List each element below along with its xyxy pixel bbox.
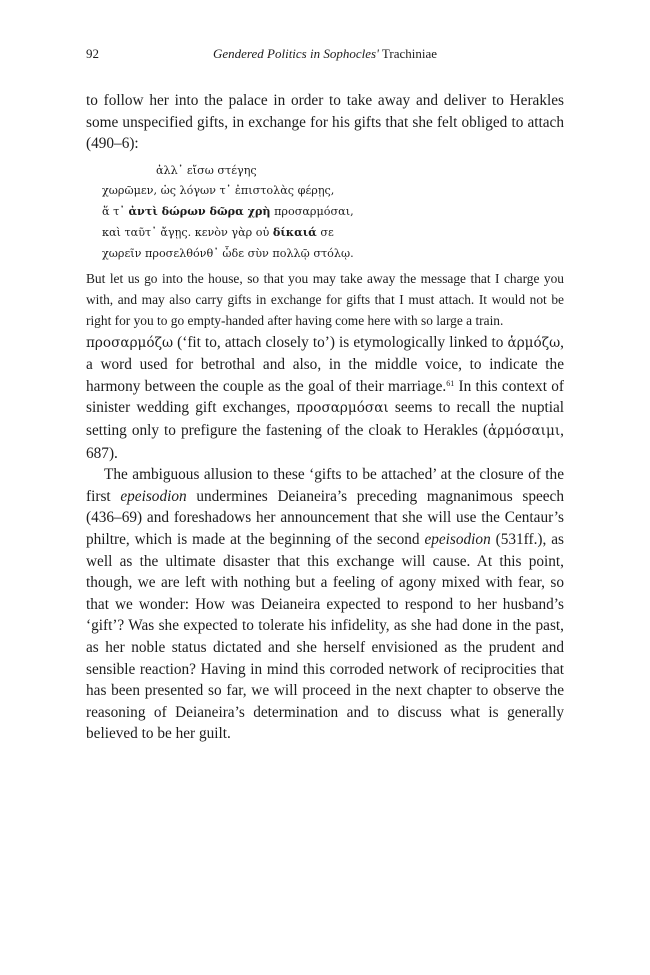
greek-verse-quotation: [102, 161, 564, 264]
verse-line: ἀλλ᾽ εἴσω στέγης: [156, 163, 257, 177]
running-title-italic: Gendered Politics in Sophocles': [213, 46, 379, 61]
paragraph-etymology: [86, 332, 564, 465]
text-run: seems to recall the nuptial setting only to prefigure the fastening of the cloak to Herakles (: [86, 399, 565, 440]
verse-text: προσαρμόσαι,: [270, 205, 354, 219]
text-run: (‘fit to, attach closely to’) is etymologically linked to: [173, 333, 508, 351]
verse-line: χωρεῖν προσελθόνθ᾽ ὧδε σὺν πολλῷ στόλῳ.: [102, 246, 354, 260]
verse-line: χωρῶμεν, ὡς λόγων τ᾽ ἐπιστολὰς φέρῃς,: [102, 183, 335, 197]
verse-line: [102, 201, 564, 222]
greek-term: προσαρμόζω: [86, 334, 174, 351]
verse-text: καὶ ταῦτ᾽ ἄγῃς. κενὸν γὰρ οὐ: [102, 226, 273, 240]
paragraph-analysis: [86, 464, 564, 745]
running-title: [86, 46, 564, 62]
page-number: 92: [86, 46, 99, 61]
italic-term: epeisodion: [120, 487, 187, 505]
verse-emphasis: δίκαιά: [272, 225, 317, 240]
text-run: , 687).: [86, 422, 564, 462]
greek-term: ἁρμόσαιμι: [488, 423, 561, 440]
footnote-marker[interactable]: 61: [446, 378, 455, 388]
verse-line: [102, 222, 564, 243]
verse-translation: But let us go into the house, so that you may take away the message that I charge you with, and may also carry gifts in exchange for gifts that I must attach. It would not be right for you to go empty-handed after having come here with so large a train.: [86, 270, 564, 329]
running-title-upright: Trachiniae: [378, 46, 437, 61]
text-run: (531ff.), as well as the ultimate disaster that this exchange will cause. At this point, though, we are left with nothing but a feeling of agony mixed with fear, so that we wonder: How was Deianeira expected to respond to her husband’s ‘gift’? Was she expected to tolerate his infidelity, as she had done in the past, as her noble status dictated and she herself envisioned as the prudent and sensible reaction? Having in mind this corroded network of reciprocities that has been presented so far, we will proceed in the next chapter to observe the reasoning of Deianeira’s determination and to discuss what is generally believed to be her guilt.: [86, 531, 564, 743]
verse-text: σε: [316, 226, 334, 240]
paragraph-intro: to follow her into the palace in order to take away and deliver to Herakles some unspecified gifts, in exchange for his gifts that she felt obliged to attach (490–6):: [86, 92, 564, 153]
verse-text: ἅ τ᾽: [102, 205, 129, 219]
text-run: The ambiguous allusion to these ‘gifts to be attached’ at the closure of the first: [86, 466, 564, 505]
verse-emphasis: ἀντὶ δώρων δῶρα χρὴ: [128, 204, 271, 219]
text-run: undermines Deianeira’s preceding magnanimous speech (436–69) and foreshadows her announcement that she will use the Centaur’s philtre, which is made at the beginning of the second: [86, 487, 564, 549]
page-body: [86, 90, 564, 745]
running-header: [86, 46, 564, 66]
greek-term: ἁρμόζω: [507, 334, 561, 351]
italic-term: epeisodion: [424, 531, 491, 549]
greek-term: προσαρμόσαι: [296, 400, 389, 417]
text-run: , a word used for betrothal and also, in the middle voice, to indicate the harmony between the couple as the goal of their marriage.: [86, 333, 564, 395]
text-run: In this context of sinister wedding gift exchanges,: [86, 377, 564, 417]
